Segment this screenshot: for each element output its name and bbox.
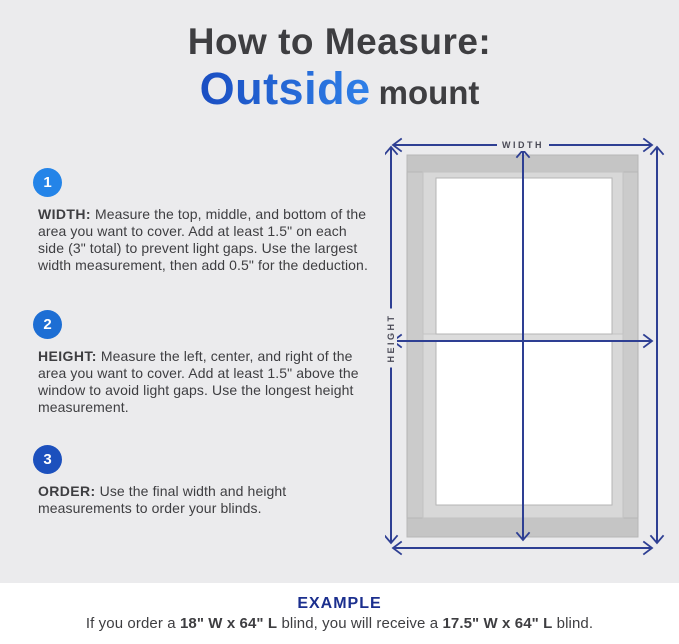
step-3-label: ORDER:: [38, 483, 96, 499]
example-suffix: blind.: [552, 615, 594, 632]
step-1-label: WIDTH:: [38, 206, 91, 222]
step-3-text: [38, 483, 376, 517]
example-heading: EXAMPLE: [297, 595, 382, 612]
title-mount-type: Outside: [199, 62, 371, 114]
step-1-body: Measure the top, middle, and bottom of the area you want to cover. Add at least 1.5" on each side (3" total) to prevent light gaps. Use the largest width measurement, then add 0.5" for the deduction.: [38, 206, 368, 273]
step-2: [31, 310, 376, 416]
example-middle: blind, you will receive a: [277, 615, 443, 632]
step-3-number-badge: 3: [33, 445, 62, 474]
step-3-body: Use the final width and height measurements to order your blinds.: [38, 483, 287, 516]
example-sentence: [0, 615, 679, 632]
step-3: [31, 445, 376, 517]
step-1: [31, 168, 376, 274]
step-2-number-badge: 2: [33, 310, 62, 339]
step-1-text: [38, 206, 376, 274]
title-line1: How to Measure:: [187, 21, 492, 62]
window-diagram-graphic: [385, 130, 675, 595]
step-1-number-badge: 1: [33, 168, 62, 197]
title-line2: [0, 62, 679, 114]
width-dimension-label: WIDTH: [497, 139, 549, 151]
example-prefix: If you order a: [85, 615, 180, 632]
step-2-body: Measure the left, center, and right of the area you want to cover. Add at least 1.5" above the window to avoid light gaps. Use the longest height measurement.: [38, 348, 359, 415]
title-suffix: mount: [378, 73, 480, 111]
step-2-label: HEIGHT:: [38, 348, 97, 364]
height-dimension-label: HEIGHT: [385, 308, 397, 367]
step-2-text: [38, 348, 376, 416]
page-title: [0, 22, 679, 112]
example-section: [0, 583, 679, 644]
example-received-size: 17.5" W x 64" L: [442, 615, 553, 632]
example-ordered-size: 18" W x 64" L: [179, 615, 278, 632]
window-measurement-diagram: [385, 130, 675, 595]
